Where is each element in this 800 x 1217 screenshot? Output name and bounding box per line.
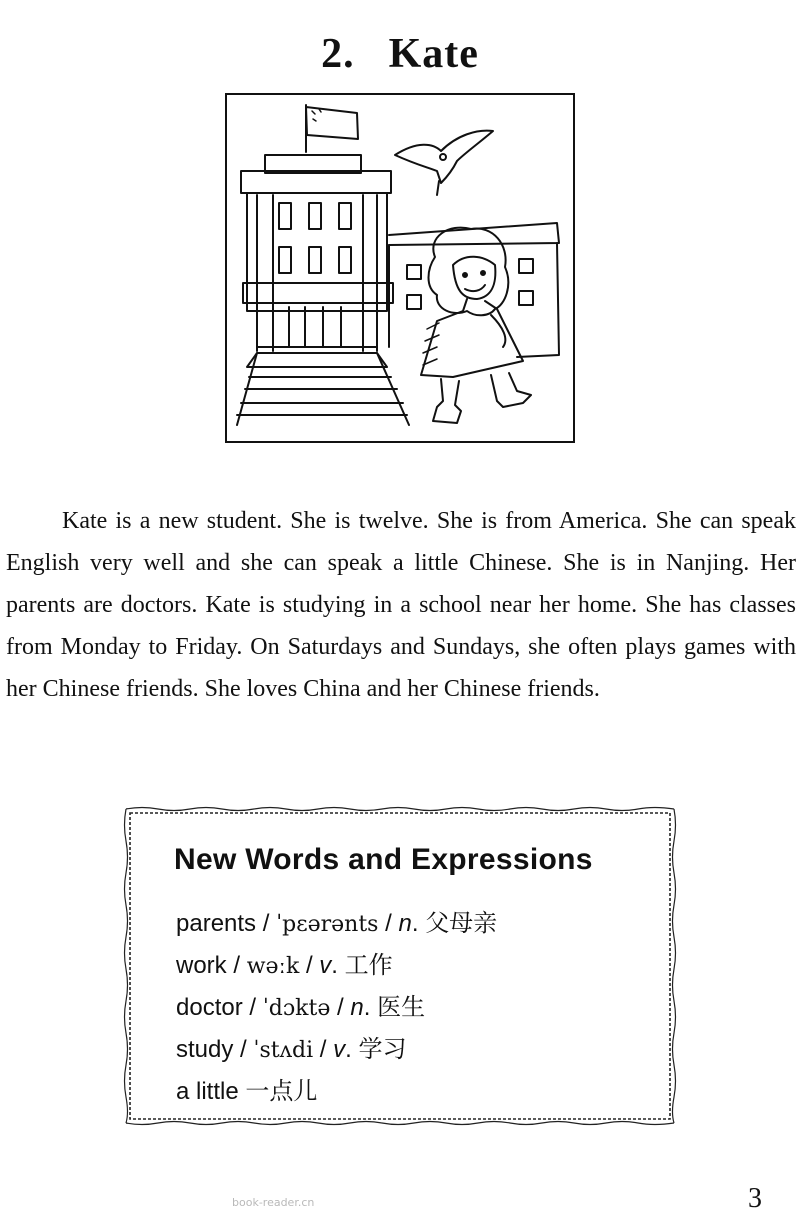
- vocab-pos: v: [319, 952, 332, 979]
- vocabulary-list: [176, 903, 497, 1113]
- vocab-word: work: [176, 952, 227, 979]
- vocab-word: study: [176, 1036, 234, 1063]
- vocab-slash: /: [337, 994, 344, 1021]
- vocab-slash: /: [233, 952, 241, 979]
- vocab-ipa: ˈdɔktə: [262, 996, 331, 1021]
- building-icon: [237, 155, 409, 425]
- lesson-number: 2.: [321, 31, 355, 78]
- vocab-dot: .: [345, 1036, 352, 1063]
- vocab-pos: n: [350, 994, 364, 1021]
- vocab-slash: /: [385, 910, 392, 937]
- lesson-title: [0, 30, 800, 78]
- vocab-item-work: [176, 945, 497, 987]
- lesson-name: Kate: [388, 31, 479, 78]
- vocab-slash: /: [240, 1036, 247, 1063]
- watermark: book-reader.cn: [232, 1196, 315, 1209]
- vocab-item-parents: [176, 903, 497, 945]
- vocab-item-a-little: [176, 1071, 497, 1113]
- vocab-item-doctor: [176, 987, 497, 1029]
- vocab-slash: /: [305, 952, 313, 979]
- vocab-ipa: wəːk: [246, 954, 300, 979]
- vocab-slash: /: [319, 1036, 327, 1063]
- vocab-ipa: ˈpɛərənts: [276, 912, 379, 937]
- vocab-item-study: [176, 1029, 497, 1071]
- flag-icon: [306, 105, 358, 152]
- girl-icon: [421, 228, 531, 423]
- vocab-word: a little: [176, 1078, 239, 1105]
- vocab-meaning: 一点儿: [245, 1078, 318, 1105]
- vocab-pos: v: [333, 1036, 346, 1063]
- vocab-slash: /: [249, 994, 257, 1021]
- vocab-meaning: 医生: [377, 994, 426, 1021]
- bird-icon: [395, 131, 493, 195]
- vocab-word: doctor: [176, 994, 243, 1021]
- vocab-pos: n: [398, 910, 412, 937]
- vocab-dot: .: [363, 994, 371, 1021]
- vocab-meaning: 学习: [358, 1036, 407, 1063]
- vocab-meaning: 父母亲: [425, 910, 498, 937]
- page-number: 3: [748, 1183, 762, 1214]
- vocab-ipa: ˈstʌdi: [253, 1038, 314, 1063]
- school-girl-illustration: [225, 93, 575, 443]
- vocabulary-heading: New Words and Expressions: [174, 843, 593, 876]
- vocab-meaning: 工作: [344, 952, 393, 979]
- reading-passage: Kate is a new student. She is twelve. She is from America. She can speak English very well and she can speak a little Chinese. She is in Nanjing. Her parents are doctors. Kate is studying in a school near her home. She has classes from Monday to Friday. On Saturdays and Sundays, she often plays games with her Chinese friends. She loves China and her Chinese friends.: [6, 508, 796, 702]
- vocab-slash: /: [262, 910, 270, 937]
- vocab-word: parents: [176, 910, 257, 937]
- vocab-dot: .: [411, 910, 419, 937]
- vocabulary-box: [122, 805, 678, 1127]
- vocab-dot: .: [331, 952, 338, 979]
- side-building-icon: [389, 223, 559, 357]
